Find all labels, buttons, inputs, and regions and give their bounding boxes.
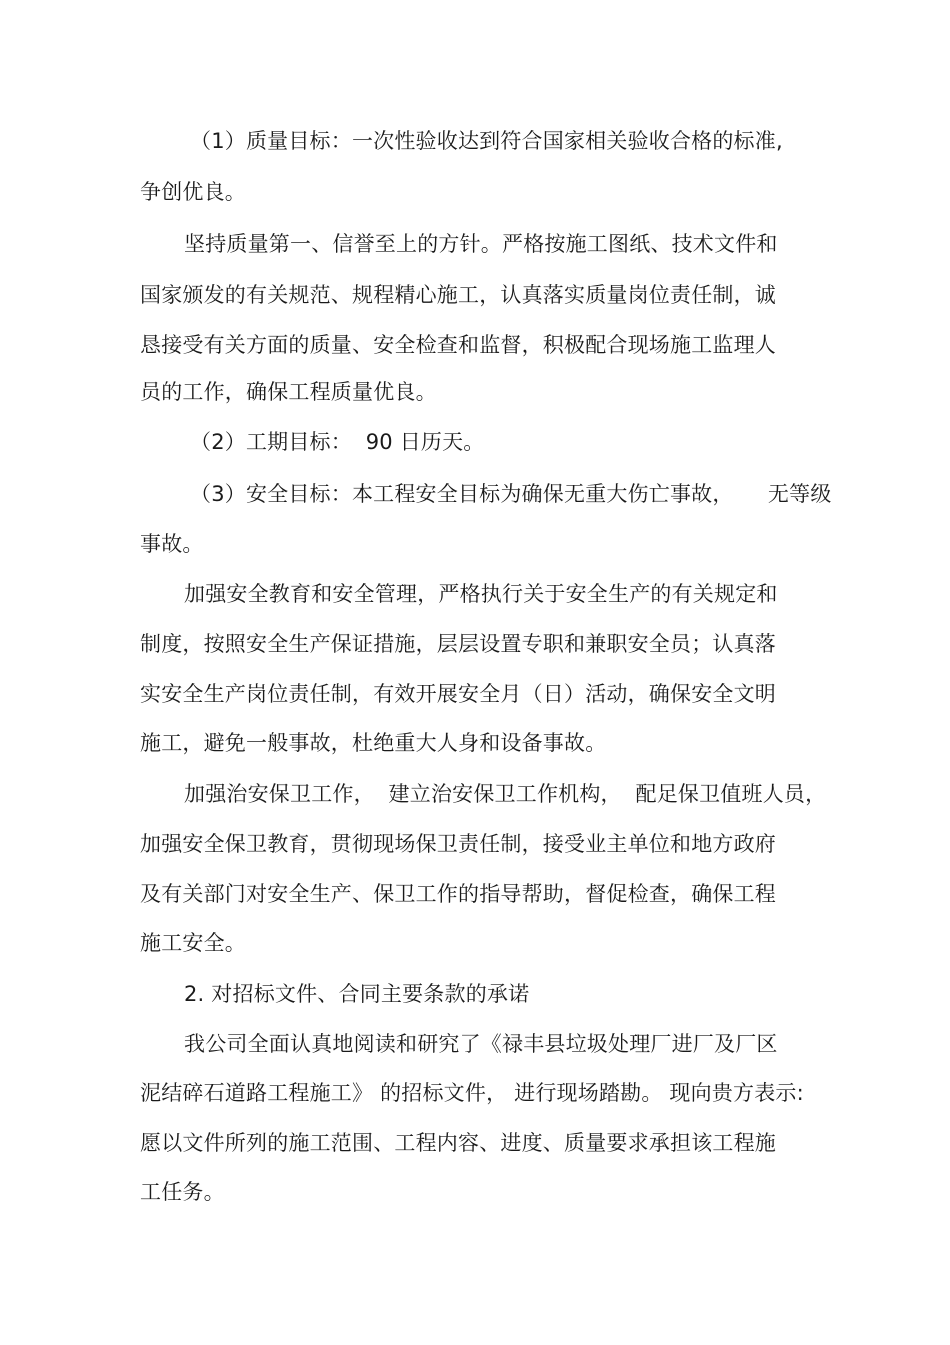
commitment-line-2: 泥结碎石道路工程施工》 的招标文件， 进行现场踏勘。 现向贵方表示: — [140, 1081, 804, 1105]
quality-target-line-2: 争创优良。 — [140, 180, 246, 204]
safety-management-line-3: 实安全生产岗位责任制，有效开展安全月（日）活动，确保安全文明 — [140, 682, 776, 706]
security-work-line-3: 及有关部门对安全生产、保卫工作的指导帮助，督促检查，确保工程 — [140, 882, 776, 906]
security-work-line-1: 加强治安保卫工作， 建立治安保卫工作机构， 配足保卫值班人员， — [184, 782, 827, 806]
section-2-heading: 2. 对招标文件、合同主要条款的承诺 — [184, 982, 530, 1006]
quality-policy-line-3: 恳接受有关方面的质量、安全检查和监督，积极配合现场施工监理人 — [140, 333, 776, 357]
safety-target-line-2: 事故。 — [140, 532, 204, 556]
quality-target-line-1: （1）质量目标：一次性验收达到符合国家相关验收合格的标准, — [190, 129, 783, 153]
safety-target-line-1: （3）安全目标：本工程安全目标为确保无重大伤亡事故， 无等级 — [190, 482, 832, 506]
safety-management-line-1: 加强安全教育和安全管理，严格执行关于安全生产的有关规定和 — [184, 582, 778, 606]
quality-policy-line-2: 国家颁发的有关规范、规程精心施工，认真落实质量岗位责任制，诚 — [140, 283, 776, 307]
safety-management-line-2: 制度，按照安全生产保证措施，层层设置专职和兼职安全员；认真落 — [140, 632, 776, 656]
security-work-line-4: 施工安全。 — [140, 931, 246, 955]
commitment-line-3: 愿以文件所列的施工范围、工程内容、进度、质量要求承担该工程施 — [140, 1131, 776, 1155]
security-work-line-2: 加强安全保卫教育，贯彻现场保卫责任制，接受业主单位和地方政府 — [140, 832, 776, 856]
safety-management-line-4: 施工，避免一般事故，杜绝重大人身和设备事故。 — [140, 731, 607, 755]
schedule-target-line-1: （2）工期目标： 90 日历天。 — [190, 430, 485, 454]
commitment-line-1: 我公司全面认真地阅读和研究了《禄丰县垃圾处理厂进厂及厂区 — [184, 1032, 778, 1056]
quality-policy-line-1: 坚持质量第一、信誉至上的方针。严格按施工图纸、技术文件和 — [184, 232, 778, 256]
commitment-line-4: 工任务。 — [140, 1180, 225, 1204]
quality-policy-line-4: 员的工作，确保工程质量优良。 — [140, 380, 437, 404]
